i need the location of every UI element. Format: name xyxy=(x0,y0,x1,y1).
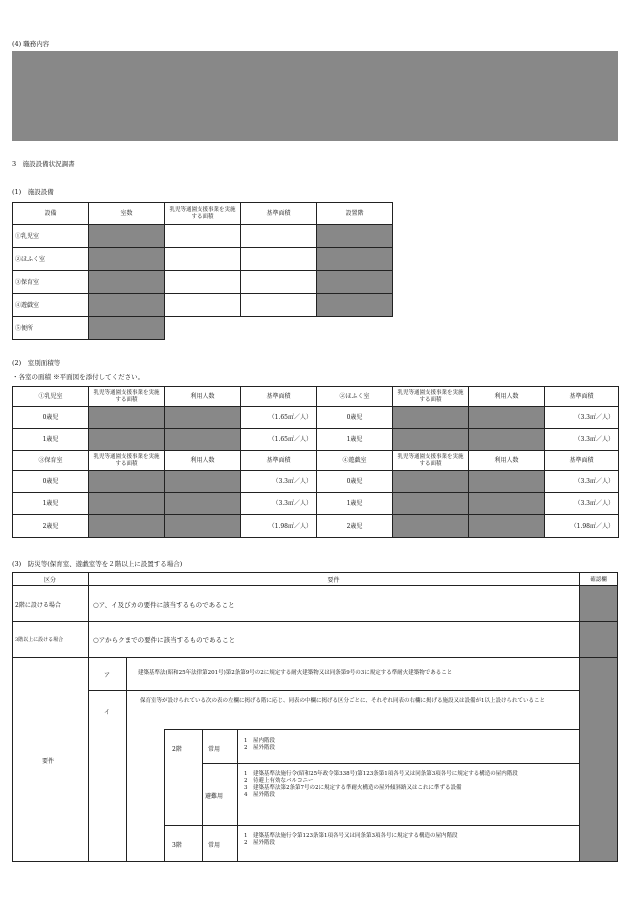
t1-cell-std[interactable] xyxy=(241,248,317,271)
t2-cell[interactable] xyxy=(393,493,469,515)
t1-row-label: ⑤便所 xyxy=(13,317,89,340)
t2-std-value: （3.3㎡／人） xyxy=(241,471,317,493)
t2-h-area: 乳児等通園支援事業を実施する面積 xyxy=(393,451,469,471)
t2-h-crawl: ②ほふく室 xyxy=(317,387,393,407)
t2-age: 1歳児 xyxy=(317,493,393,515)
t2-std-value: （1.65㎡／人） xyxy=(241,407,317,429)
t3-floor2-req: ○ア、イ及びカの要件に該当するものであること xyxy=(93,601,235,609)
list-item: 2 屋外階段 xyxy=(244,840,275,846)
t2-cell[interactable] xyxy=(165,429,241,451)
t2-age: 0歳児 xyxy=(317,471,393,493)
t1-h-rooms: 室数 xyxy=(89,203,165,225)
t1-cell-area[interactable] xyxy=(165,294,241,317)
t2-h-area: 乳児等通園支援事業を実施する面積 xyxy=(89,387,165,407)
t2-h-users: 利用人数 xyxy=(165,451,241,471)
t1-cell-area[interactable] xyxy=(165,271,241,294)
t2-cell[interactable] xyxy=(89,471,165,493)
t2-cell[interactable] xyxy=(469,471,545,493)
t2-age: 1歳児 xyxy=(13,493,89,515)
t3-i-text: 保育室等が設けられている次の表の左欄に掲げる階に応じ、同表の中欄に掲げる区分ごとに、それぞれ同表の右欄に掲げる施設又は設備が1以上設けられていること xyxy=(140,698,546,704)
t3-a-text: 建築基準法(昭和25年法律第201号)第2条第9号の2に規定する耐火建築物又は同条第9号の3に規定する準耐火建築物であること xyxy=(138,670,453,676)
t2-h-users: 利用人数 xyxy=(469,387,545,407)
t2-h-std: 基準面積 xyxy=(545,451,619,471)
t1-cell-std[interactable] xyxy=(241,271,317,294)
t2-std-value: （3.3㎡／人） xyxy=(241,493,317,515)
t3-h-kubun: 区分 xyxy=(43,577,56,584)
t1-cell-std[interactable] xyxy=(241,225,317,248)
t2-h-users: 利用人数 xyxy=(469,451,545,471)
section-4-title: (4) 職務内容 xyxy=(12,40,50,48)
t1-cell-rooms[interactable] xyxy=(89,248,165,271)
t2-cell[interactable] xyxy=(89,493,165,515)
t3-jouyou: 常用 xyxy=(208,842,221,849)
t1-cell-std[interactable] xyxy=(241,294,317,317)
t1-cell-rooms[interactable] xyxy=(89,317,165,340)
t2-cell[interactable] xyxy=(89,407,165,429)
t2-age: 1歳児 xyxy=(13,429,89,451)
t1-cell-area[interactable] xyxy=(165,248,241,271)
t2-h-infant: ①乳児室 xyxy=(13,387,89,407)
t2-h-users: 利用人数 xyxy=(165,387,241,407)
list-item: 3 建築基準法第2条第7号の2に規定する準耐火構造の屋外傾斜路又はこれに準ずる設備 xyxy=(244,785,462,791)
t1-cell-rooms[interactable] xyxy=(89,294,165,317)
list-item: 4 屋外階段 xyxy=(244,792,275,798)
list-item: 2 待避上有効なバルコニー xyxy=(244,778,314,784)
t2-age: 0歳児 xyxy=(13,407,89,429)
section-3-1-title: (1) 施設設備 xyxy=(12,188,54,196)
t3-floor2: 2階に設ける場合 xyxy=(15,602,61,609)
f2-jouyou-list xyxy=(244,738,574,752)
t1-h-area: 乳児等通園支援事業を実施する面積 xyxy=(165,203,241,225)
section-3-2-note: ・各室の面積 ※平面図を添付してください。 xyxy=(12,373,145,381)
t2-age: 1歳児 xyxy=(317,429,393,451)
t2-h-play: ④遊戯室 xyxy=(317,451,393,471)
check-cell[interactable] xyxy=(580,622,617,657)
t1-cell-area[interactable] xyxy=(165,225,241,248)
t2-cell[interactable] xyxy=(469,493,545,515)
t2-std-value: （1.98㎡／人） xyxy=(241,515,317,538)
t2-std-value: （1.65㎡／人） xyxy=(241,429,317,451)
section-3-3-title: (3) 防災等(保育室、遊戯室等を２階以上に設置する場合) xyxy=(12,560,183,568)
t2-h-std: 基準面積 xyxy=(545,387,619,407)
t2-age: 0歳児 xyxy=(13,471,89,493)
t2-cell[interactable] xyxy=(165,515,241,538)
t1-row-label: ③保育室 xyxy=(13,271,89,294)
t3-h-check: 確認欄 xyxy=(590,577,607,583)
check-cell[interactable] xyxy=(580,586,617,621)
f3-jouyou-list xyxy=(244,833,574,847)
t3-yoken: 要件 xyxy=(42,758,55,765)
t2-cell[interactable] xyxy=(469,515,545,538)
t3-i: イ xyxy=(104,709,111,716)
t2-cell[interactable] xyxy=(165,407,241,429)
t2-h-area: 乳児等通園支援事業を実施する面積 xyxy=(393,387,469,407)
t1-cell-floor[interactable] xyxy=(317,294,393,317)
t1-h-std: 基準面積 xyxy=(241,203,317,225)
list-item: 2 屋外階段 xyxy=(244,745,275,751)
check-cell[interactable] xyxy=(580,658,617,861)
t2-cell[interactable] xyxy=(469,429,545,451)
room-area-table xyxy=(12,386,619,538)
t2-std-value: （1.98㎡／人） xyxy=(545,515,619,538)
t1-row-label: ②ほふく室 xyxy=(13,248,89,271)
t2-cell[interactable] xyxy=(89,515,165,538)
section-3-2-title: (2) 室別面積等 xyxy=(12,359,61,367)
t2-age: 2歳児 xyxy=(317,515,393,538)
t2-std-value: （3.3㎡／人） xyxy=(545,493,619,515)
t3-jouyou: 常用 xyxy=(208,746,221,753)
t3-floor3: 3階以上に設ける場合 xyxy=(15,637,64,643)
t1-cell-floor[interactable] xyxy=(317,225,393,248)
t2-std-value: （3.3㎡／人） xyxy=(545,471,619,493)
t3-h-yoken: 要件 xyxy=(327,577,340,584)
t3-hinan: 避難用 xyxy=(205,793,224,800)
list-item: 1 建築基準法施行令第123条第1項各号又は同条第3項各号に規定する構造の屋内階段 xyxy=(244,833,458,839)
t1-cell-rooms[interactable] xyxy=(89,271,165,294)
t2-std-value: （3.3㎡／人） xyxy=(545,407,619,429)
list-item: 1 屋内階段 xyxy=(244,738,275,744)
t3-f2: 2階 xyxy=(172,746,182,753)
section-3-title: 3 施設設備状況調書 xyxy=(12,160,75,168)
t2-age: 0歳児 xyxy=(317,407,393,429)
t2-cell[interactable] xyxy=(393,471,469,493)
t2-cell[interactable] xyxy=(393,429,469,451)
list-item: 1 建築基準法施行令(昭和25年政令第338号)第123条第1項各号又は同条第3項各号に規定する構造の屋内階段 xyxy=(244,771,518,777)
t1-h-equipment: 設備 xyxy=(13,203,89,225)
t1-cell-rooms[interactable] xyxy=(89,225,165,248)
t1-row-label: ①乳児室 xyxy=(13,225,89,248)
facility-table xyxy=(12,202,393,340)
f2-hinan-list xyxy=(244,771,574,799)
t2-h-area: 乳児等通園支援事業を実施する面積 xyxy=(89,451,165,471)
t2-std-value: （3.3㎡／人） xyxy=(545,429,619,451)
t3-floor3-req: ○アからクまでの要件に該当するものであること xyxy=(93,636,236,644)
t1-row-label: ④遊戯室 xyxy=(13,294,89,317)
t2-cell[interactable] xyxy=(89,429,165,451)
t1-cell-floor[interactable] xyxy=(317,248,393,271)
duty-content-box xyxy=(12,51,618,141)
t2-h-std: 基準面積 xyxy=(241,387,317,407)
t3-f3: 3階 xyxy=(172,842,182,849)
t3-a: ア xyxy=(104,672,111,679)
t2-cell[interactable] xyxy=(393,515,469,538)
t2-cell[interactable] xyxy=(469,407,545,429)
t2-h-nursery: ③保育室 xyxy=(13,451,89,471)
t1-h-floor: 設置階 xyxy=(317,203,393,225)
t2-cell[interactable] xyxy=(393,407,469,429)
disaster-prevention-table xyxy=(12,572,618,862)
t1-cell-floor[interactable] xyxy=(317,271,393,294)
t2-cell[interactable] xyxy=(165,471,241,493)
t2-cell[interactable] xyxy=(165,493,241,515)
t2-age: 2歳児 xyxy=(13,515,89,538)
t2-h-std: 基準面積 xyxy=(241,451,317,471)
